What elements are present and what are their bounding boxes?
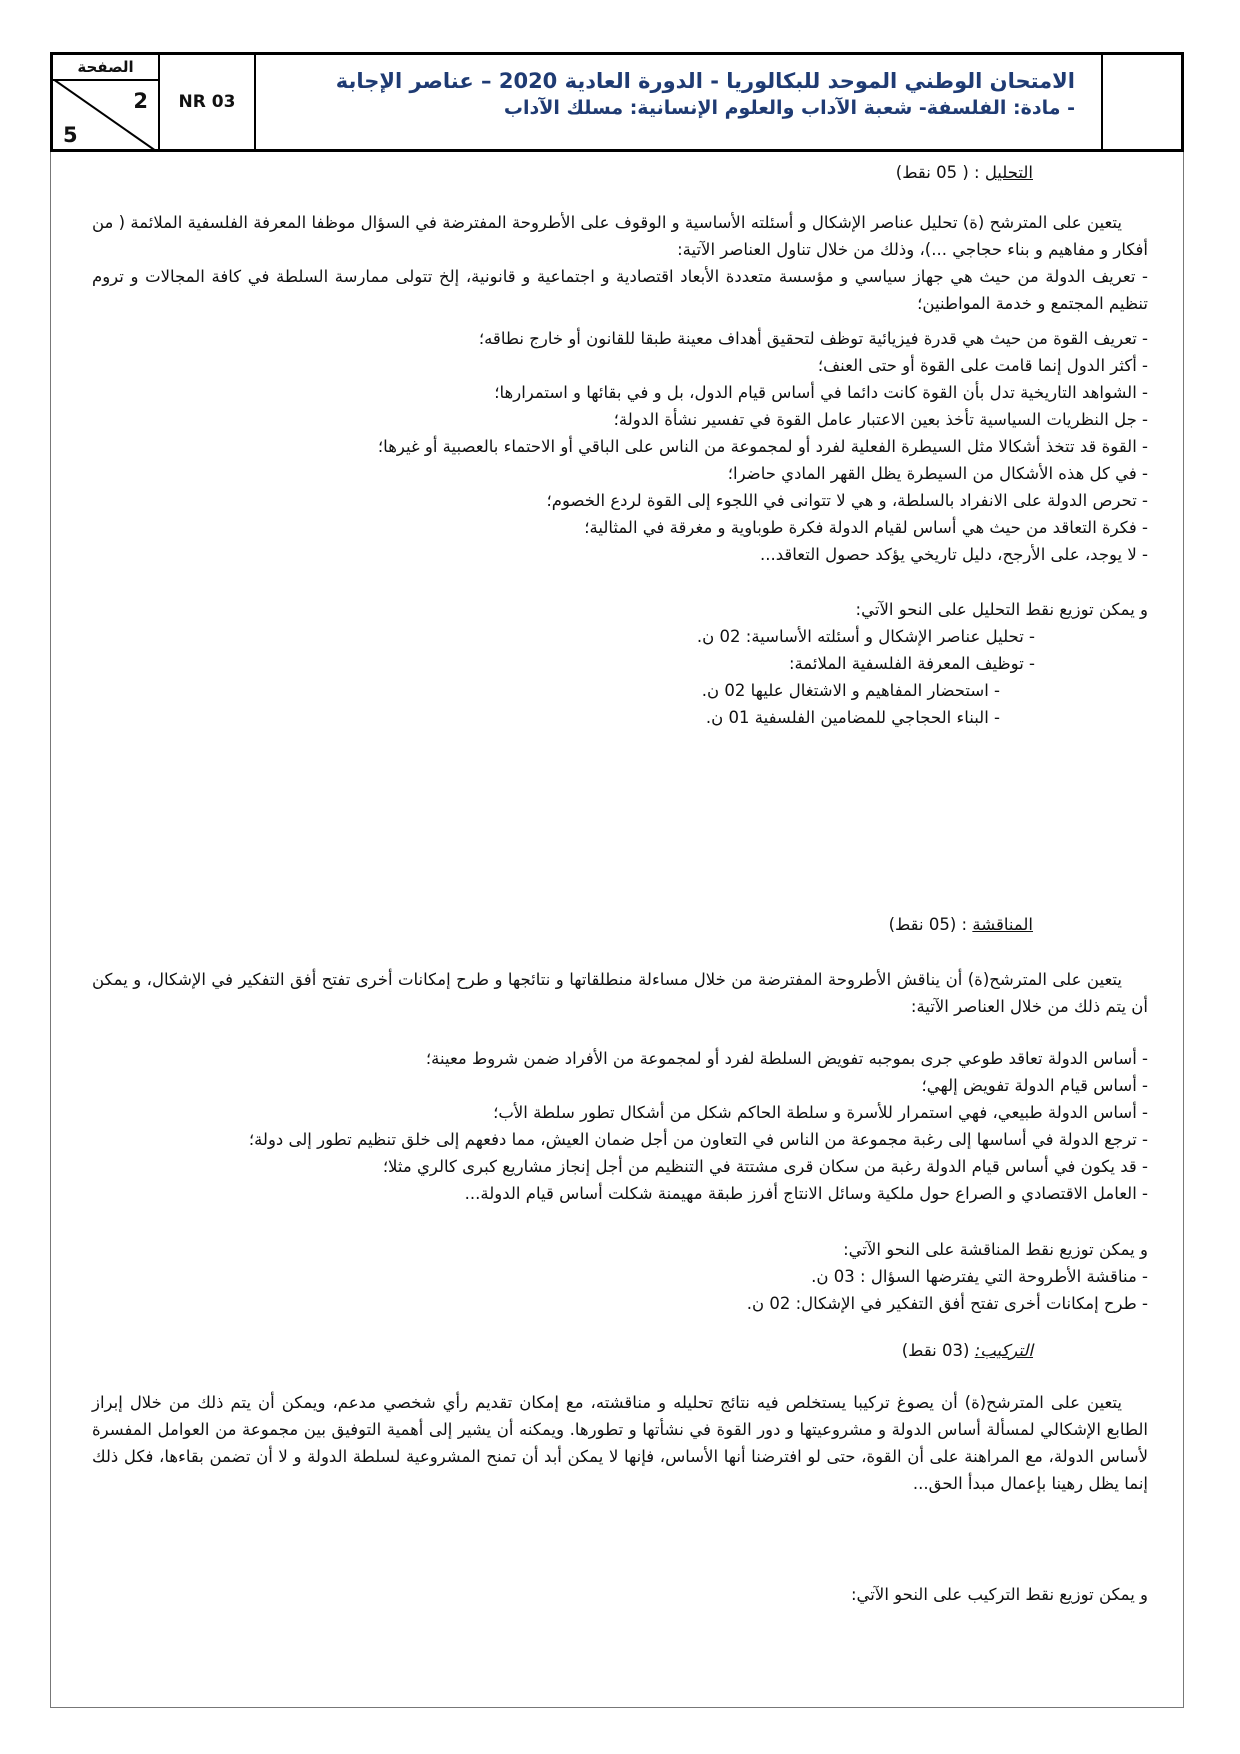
discussion-title: المناقشة [972,915,1033,934]
discussion-item-3: - أساس الدولة طبيعي، فهي استمرار للأسرة و سلطة الحاكم شكل من أشكال تطور سلطة الأب؛ [493,1103,1148,1122]
exam-header [50,52,1184,152]
analysis-item-10: - لا يوجد، على الأرجح، دليل تاريخي يؤكد حصول التعاقد... [759,545,1148,564]
analysis-item-9: - فكرة التعاقد من حيث هي أساس لقيام الدولة فكرة طوباوية و مغرقة في المثالية؛ [584,518,1148,537]
page-number-box [53,55,160,149]
discussion-dist-1: - مناقشة الأطروحة التي يفترضها السؤال : 03 ن. [811,1267,1148,1286]
blank-box [1103,55,1181,149]
discussion-item-2: - أساس قيام الدولة تفويض إلهي؛ [921,1076,1148,1095]
analysis-item-8: - تحرص الدولة على الانفراد بالسلطة، و هي لا تتوانى في اللجوء إلى القوة لردع الخصوم؛ [546,491,1148,510]
synthesis-heading [902,1341,1033,1360]
exam-subject: - مادة: الفلسفة- شعبة الآداب والعلوم الإنسانية: مسلك الآداب [503,97,1075,119]
exam-title-box [256,55,1103,149]
analysis-item-7: - في كل هذه الأشكال من السيطرة يظل القهر المادي حاضرا؛ [727,464,1148,483]
synthesis-intro [92,1389,1148,1497]
synthesis-intro-text: يتعين على المترشح(ة) أن يصوغ تركيبا يستخلص فيه نتائج تحليله و مناقشته، مع إمكان تقديم رأي شخصي مدعم، ويمكن أن يتم ذلك من خلال إبراز الطابع الإشكالي لمسألة أساس الدولة و مشروعيتها و دور القوة في نشأتها و تطورها. ويمكنه أن يشير إلى أهمية التوفيق بين مجموعة من العوامل المفسرة لأساس الدولة، مع المراهنة على أن القوة، حتى لو افترضنا أنها الأساس، فإنها لا يمكن أبد أن تمنح المشروعية لسلطة الدولة و لا أن تضمن بقاءها، فكل ذلك إنما يظل رهينا بإعمال مبدأ الحق... [92,1393,1148,1493]
analysis-item-1: - تعريف الدولة من حيث هي جهاز سياسي و مؤسسة متعددة الأبعاد اقتصادية و اجتماعية و قانونية، إلخ تتولى ممارسة السلطة في كافة المجالات و تروم تنظيم المجتمع و خدمة المواطنين؛ [92,267,1148,313]
analysis-dist-2b: - البناء الحجاجي للمضامين الفلسفية 01 ن. [705,708,1000,727]
page-number: 2 [133,89,148,113]
synthesis-points: (03 نقط) [901,1341,975,1360]
page-total: 5 [63,123,78,147]
exam-code: NR 03 [160,55,256,149]
analysis-dist-intro: و يمكن توزيع نقط التحليل على النحو الآتي: [855,600,1148,619]
analysis-heading [896,163,1033,182]
discussion-dist-2: - طرح إمكانات أخرى تفتح أفق التفكير في الإشكال: 02 ن. [746,1294,1148,1313]
exam-title: الامتحان الوطني الموحد للبكالوريا - الدورة العادية 2020 – عناصر الإجابة [335,69,1075,93]
analysis-item-3: - أكثر الدول إنما قامت على القوة أو حتى العنف؛ [817,356,1148,375]
discussion-item-4: - ترجع الدولة في أساسها إلى رغبة مجموعة من الناس في التعاون من أجل ضمان العيش، مما دفعهم إلى خلق تنظيم تطور إلى دولة؛ [248,1130,1148,1149]
discussion-points: : (05 نقط) [888,915,973,934]
analysis-points: : ( 05 نقط) [895,163,985,182]
page-label: الصفحة [53,55,158,81]
analysis-item-2: - تعريف القوة من حيث هي قدرة فيزيائية توظف لتحقيق أهداف معينة طبقا للقانون أو خارج نطاقه؛ [478,329,1148,348]
discussion-item-6: - العامل الاقتصادي و الصراع حول ملكية وسائل الانتاج أفرز طبقة مهيمنة شكلت أساس قيام الدولة... [464,1184,1148,1203]
analysis-item-5: - جل النظريات السياسية تأخذ بعين الاعتبار عامل القوة في تفسير نشأة الدولة؛ [613,410,1148,429]
discussion-intro [92,966,1148,1020]
discussion-dist-intro: و يمكن توزيع نقط المناقشة على النحو الآتي: [843,1240,1148,1259]
discussion-heading [889,915,1033,934]
analysis-item-6: - القوة قد تتخذ أشكالا مثل السيطرة الفعلية لفرد أو لمجموعة من الناس على الباقي أو الاحتماء بالعصبية أو غيرها؛ [377,437,1148,456]
analysis-dist-1: - تحليل عناصر الإشكال و أسئلته الأساسية: 02 ن. [696,627,1035,646]
analysis-dist-2: - توظيف المعرفة الفلسفية الملائمة: [788,654,1035,673]
analysis-item-4: - الشواهد التاريخية تدل بأن القوة كانت دائما في أساس قيام الدول، بل و في بقائها و استمرارها؛ [494,383,1148,402]
analysis-intro-text: يتعين على المترشح (ة) تحليل عناصر الإشكال و أسئلته الأساسية و الوقوف على الأطروحة المفترضة في السؤال موظفا المعرفة الفلسفية الملائمة ( من أفكار و مفاهيم و بناء حجاجي ...)، وذلك من خلال تناول العناصر الآتية: [92,213,1148,259]
analysis-intro [92,209,1148,263]
analysis-dist-2a: - استحضار المفاهيم و الاشتغال عليها 02 ن. [701,681,1000,700]
synthesis-dist-intro: و يمكن توزيع نقط التركيب على النحو الآتي: [851,1585,1148,1604]
discussion-item-5: - قد يكون في أساس قيام الدولة رغبة من سكان قرى مشتتة في التنظيم من أجل إنجاز مشاريع كبرى كالري مثلا؛ [382,1157,1148,1176]
synthesis-title: التركيب: [974,1341,1033,1360]
analysis-title: التحليل [984,163,1033,182]
discussion-item-1: - أساس الدولة تعاقد طوعي جرى بموجبه تفويض السلطة لفرد أو لمجموعة من الأفراد ضمن شروط معينة؛ [425,1049,1148,1068]
discussion-intro-text: يتعين على المترشح(ة) أن يناقش الأطروحة المفترضة من خلال مساءلة منطلقاتها و نتائجها و طرح إمكانات أخرى تفتح أفق التفكير في الإشكال، و يمكن أن يتم ذلك من خلال العناصر الآتية: [92,970,1148,1016]
